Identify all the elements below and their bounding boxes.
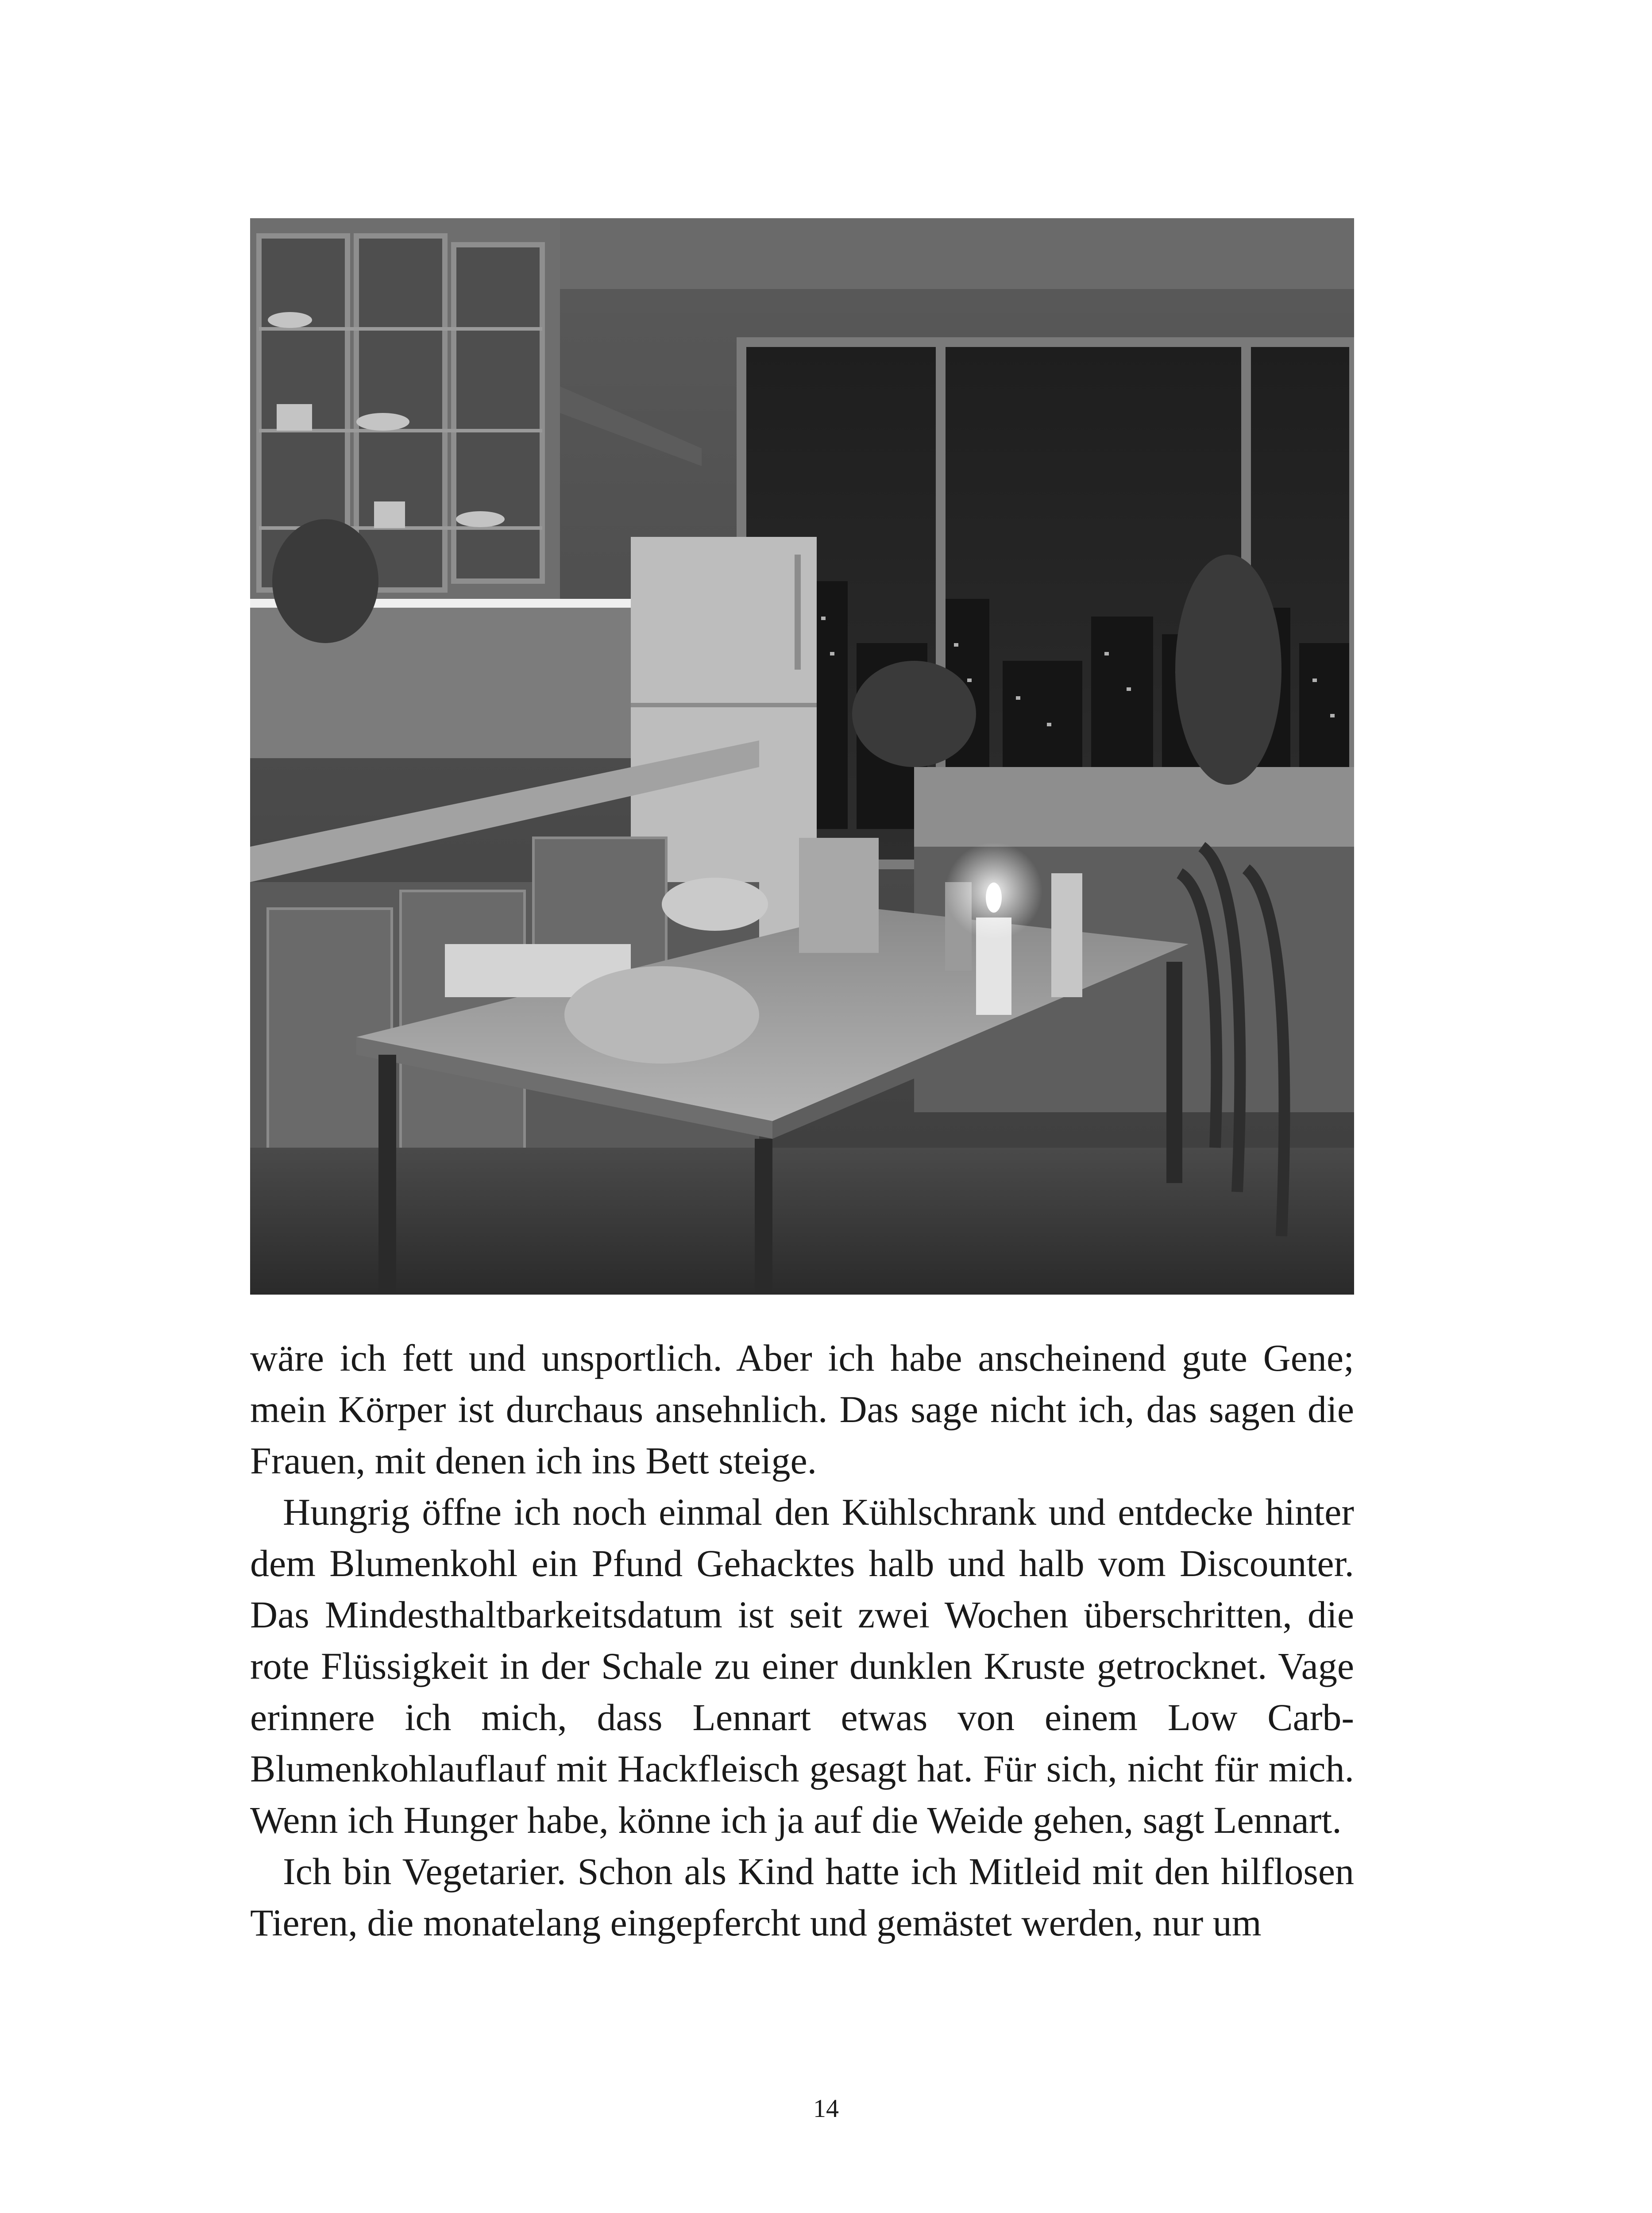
paragraph: wäre ich fett und unsportlich. Aber ich habe anscheinend gute Gene; mein Körper ist durchaus ansehnlich. Das sage nicht ich, das sagen die Frauen, mit denen ich ins Bett steige. <box>250 1337 1354 1482</box>
page-number: 14 <box>813 2094 839 2123</box>
kitchen-night-scene <box>250 218 1354 1295</box>
paragraph: Hungrig öffne ich noch einmal den Kühlschrank und entdecke hinter dem Blumenkohl ein Pfund Gehacktes halb und halb vom Discounter. Das Mindesthaltbarkeitsdatum ist seit zwei Wochen überschritten, die rote Flüssigkeit in der Schale zu einer dunklen Kruste getrocknet. Vage erinnere ich mich, dass Lennart etwas von einem Low Carb-Blumenkohlauflauf mit Hackfleisch gesagt hat. Für sich, nicht für mich. Wenn ich Hunger habe, könne ich ja auf die Weide gehen, sagt Lennart. <box>250 1491 1354 1841</box>
paragraph: Ich bin Vegetarier. Schon als Kind hatte ich Mitleid mit den hilflosen Tieren, die monatelang eingepfercht und gemästet werden, nur um <box>250 1850 1354 1944</box>
kitchen-illustration <box>250 218 1354 1295</box>
body-text <box>250 1332 1354 1948</box>
